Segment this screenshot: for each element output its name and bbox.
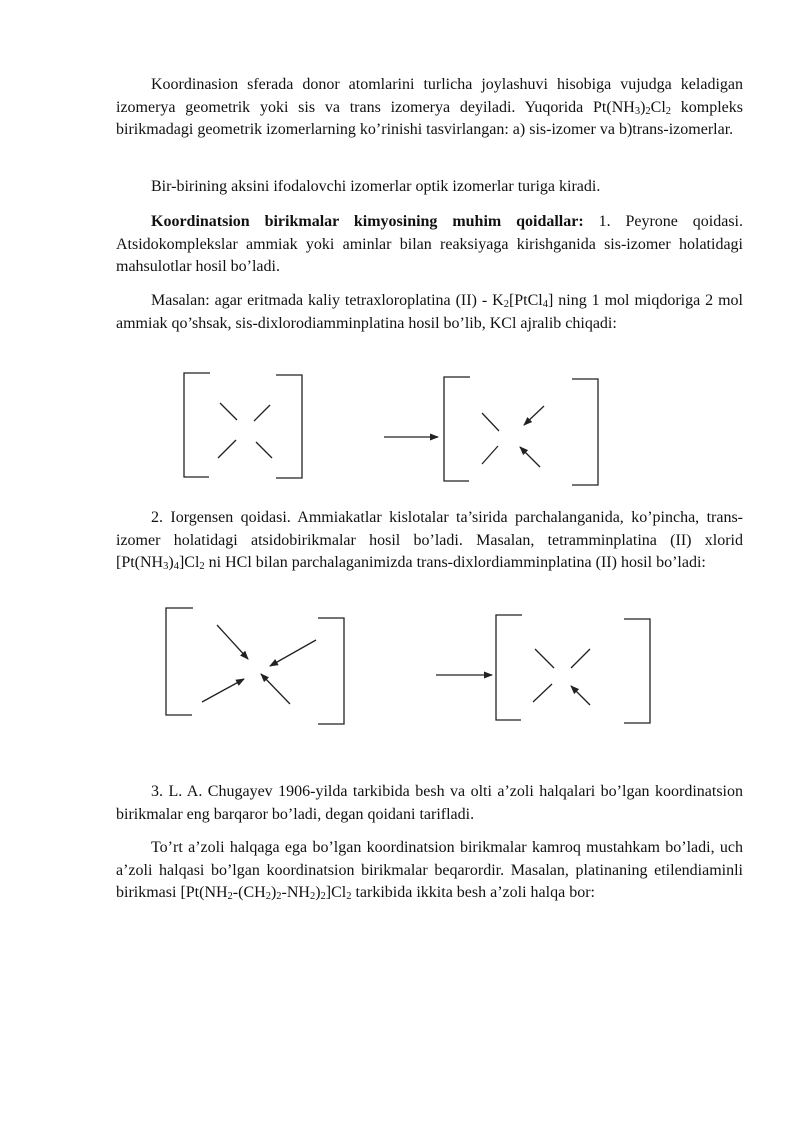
ligand-line <box>535 649 554 668</box>
ligand-line <box>571 649 590 668</box>
ligand-line <box>256 442 272 458</box>
left-bracket <box>444 377 470 481</box>
paragraph-isomerism-definition: Koordinasion sferada donor atomlarini turlicha joylashuvi hisobiga vujudga keladigan izomerya geometrik yoki sis va trans izomerya deyiladi. Yuqorida $Pt(NH_3)_2Cl_2$ kompleks birikmadagi geometrik izomerlarning ko’rinishi tasvirlangan: a) sis-izomer va b)trans-izomerlar. <box>116 76 744 138</box>
ligand-arrow <box>524 406 544 425</box>
peyrone-reaction-diagram <box>0 365 800 490</box>
right-bracket <box>276 375 302 478</box>
ligand-line <box>482 413 499 431</box>
left-bracket <box>184 373 210 477</box>
ligand-arrow <box>571 686 590 705</box>
paragraph-chugayev-rule: 3. L. A. Chugayev 1906-yilda tarkibida besh va olti a’zoli halqalari bo’lgan koordinatsion birikmalar eng barqaror bo’ladi, degan qoidani tarifladi. <box>116 783 743 823</box>
ligand-arrow <box>520 447 540 467</box>
paragraph-optical-isomers: Bir-birining aksini ifodalovchi izomerlar optik izomerlar turiga kiradi. <box>151 178 601 195</box>
ligand-line <box>220 403 237 420</box>
right-bracket <box>572 379 598 485</box>
right-bracket <box>624 619 650 723</box>
ligand-arrow <box>270 640 316 666</box>
ligand-line <box>482 446 498 464</box>
ligand-arrow <box>202 679 244 702</box>
iorgensen-reaction-diagram <box>0 600 800 728</box>
left-bracket <box>166 608 193 715</box>
right-bracket <box>318 618 344 724</box>
left-bracket <box>496 615 522 720</box>
ligand-line <box>254 405 270 421</box>
ligand-line <box>533 684 552 702</box>
rules-heading: Koordinatsion birikmalar kimyosining muhim qoidallar: <box>151 213 584 230</box>
paragraph-ring-stability: To’rt a’zoli halqaga ega bo’lgan koordinatsion birikmalar kamroq mustahkam bo’ladi, uch a’zoli halqasi bo’lgan koordinatsion birikmalar beqarordir. Masalan, platinaning etilendiaminli birikmasi $[Pt(NH_2-(CH_2)_2-NH_2)_2]Cl_2$ tarkibida ikkita besh a’zoli halqa bor: <box>116 839 743 902</box>
paragraph-iorgensen-rule: 2. Iorgensen qoidasi. Ammiakatlar kislotalar ta’sirida parchalanganida, ko’pincha, trans-izomer holatidagi atsidobirikmalar hosil bo’ladi. Masalan, tetramminplatina (II) xlorid $[Pt(NH_3)_4]Cl_2$ ni HCl bilan parchalaganimizda trans-dixlordiamminplatina (II) hosil bo’ladi: <box>116 509 743 572</box>
ligand-arrow <box>261 674 290 704</box>
ligand-arrow <box>217 625 248 659</box>
paragraph-peyrone-example: Masalan: agar eritmada kaliy tetraxloroplatina $(II) - K_2[PtCl_4]$ ning 1 mol miqdoriga 2 mol ammiak qo’shsak, sis-dixlorodiamminplatina hosil bo’lib, KCl ajralib chiqadi: <box>116 292 743 332</box>
ligand-line <box>218 440 236 458</box>
paragraph-peyrone-rule: Koordinatsion birikmalar kimyosining muhim qoidallar: 1. Peyrone qoidasi. Atsidokomplekslar ammiak yoki aminlar bilan reaksiyaga kirishganida sis-izomer holatidagi mahsulotlar hosil bo’ladi. <box>116 213 743 275</box>
